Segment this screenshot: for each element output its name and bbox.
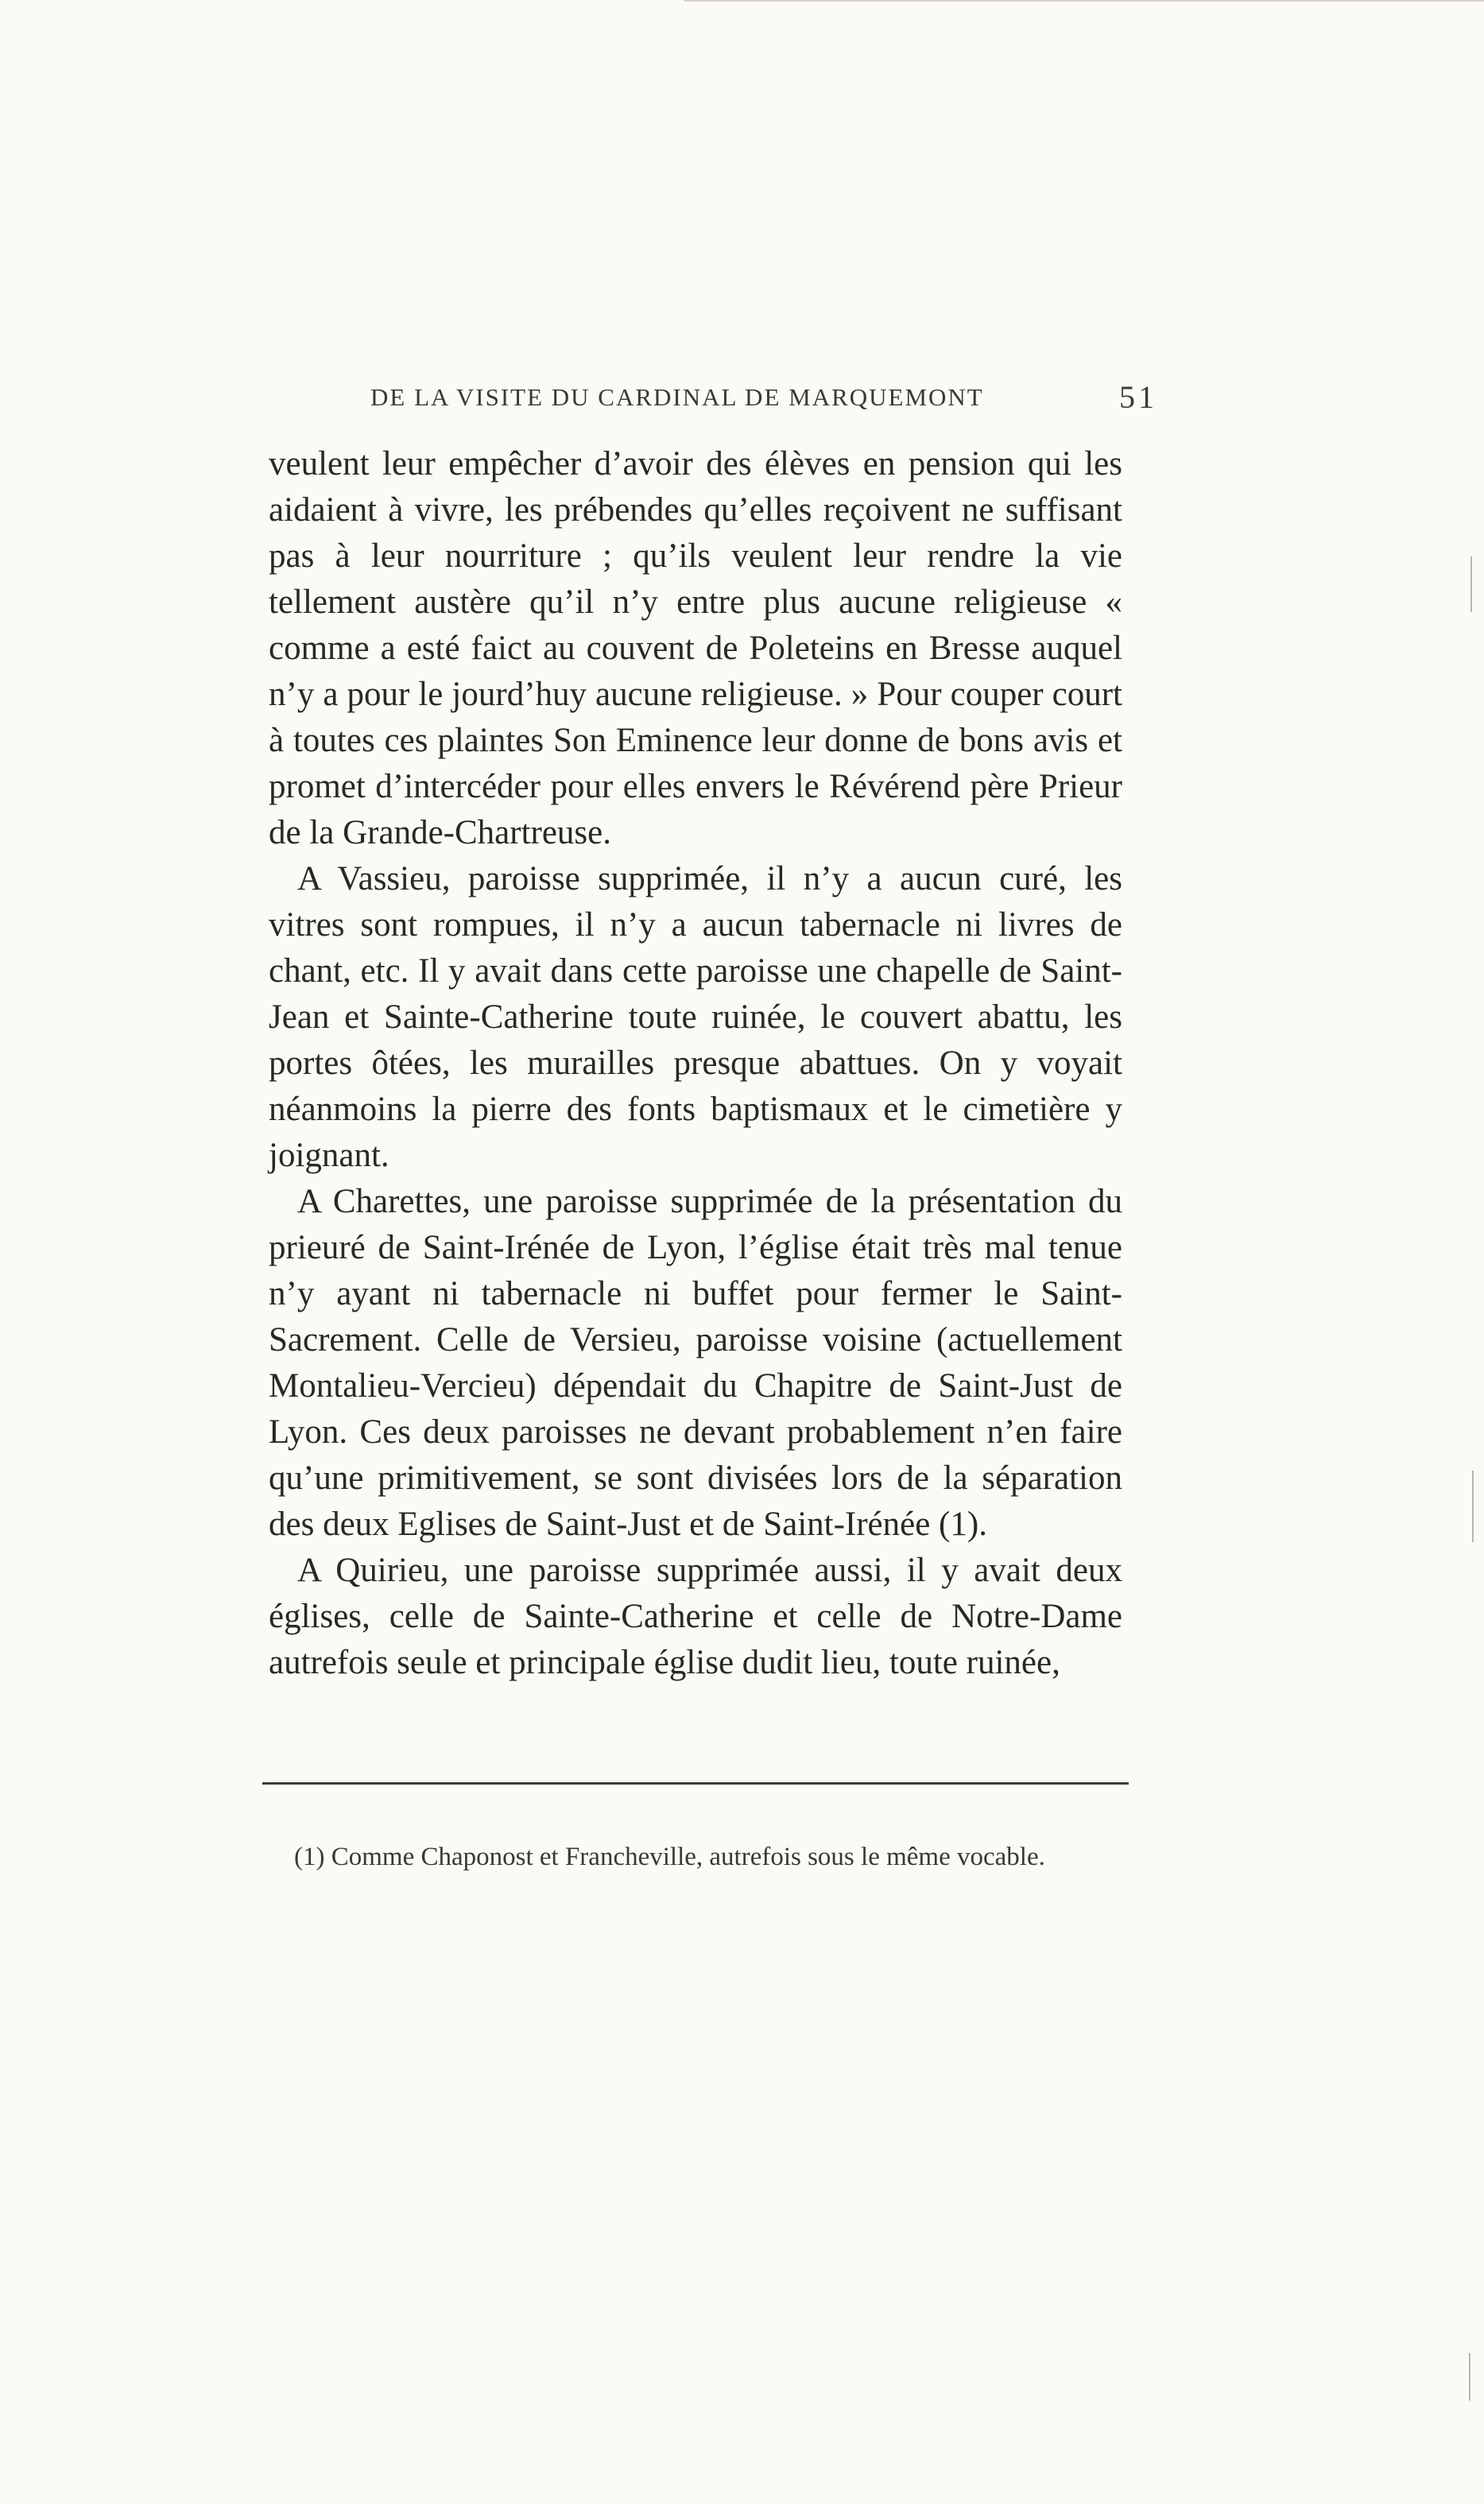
running-title: DE LA VISITE DU CARDINAL DE MARQUEMONT [370, 383, 984, 411]
scan-edge-mark [1469, 2353, 1470, 2401]
scan-edge-mark [1470, 556, 1472, 612]
footnote: (1) Comme Chaponost et Francheville, autrefois sous le même vocable. [294, 1843, 1045, 1871]
main-text [269, 441, 1122, 1686]
page-number: 51 [1119, 379, 1157, 415]
running-head [370, 375, 1157, 423]
paragraph-vassieu: A Vassieu, paroisse supprimée, il n’y a aucun curé, les vitres sont rompues, il n’y a aucun tabernacle ni livres de chant, etc. Il y avait dans cette paroisse une chapelle de Saint-Jean et Sainte-Catherine toute ruinée, le couvert abattu, les portes ôtées, les murailles presque abattues. On y voyait néanmoins la pierre des fonts baptismaux et le cimetière y joignant. [269, 860, 1122, 1174]
paragraph-charettes: A Charettes, une paroisse supprimée de la présentation du prieuré de Saint-Irénée de Lyon, l’église était très mal tenue n’y ayant ni tabernacle ni buffet pour fermer le Saint-Sacrement. Celle de Versieu, paroisse voisine (actuellement Montalieu-Vercieu) dépendait du Chapitre de Saint-Just de Lyon. Ces deux paroisses ne devant probablement n’en faire qu’une primitivement, se sont divisées lors de la séparation des deux Eglises de Saint-Just et de Saint-Irénée (1). [269, 1183, 1122, 1543]
scan-edge-line [684, 0, 1484, 2]
footnote-rule [262, 1782, 1129, 1785]
paragraph-continuation: veulent leur empêcher d’avoir des élèves en pension qui les aidaient à vivre, les prébendes qu’elles reçoivent ne suffisant pas à leur nourriture ; qu’ils veulent leur rendre la vie tellement austère qu’il n’y entre plus aucune religieuse « comme a esté faict au couvent de Poleteins en Bresse auquel n’y a pour le jourd’huy aucune religieuse. » Pour couper court à toutes ces plaintes Son Eminence leur donne de bons avis et promet d’intercéder pour elles envers le Révérend père Prieur de la Grande-Chartreuse. [269, 445, 1122, 851]
scan-edge-mark [1472, 1471, 1474, 1542]
paragraph-quirieu: A Quirieu, une paroisse supprimée aussi, il y avait deux églises, celle de Sainte-Catherine et celle de Notre-Dame autrefois seule et principale église dudit lieu, toute ruinée, [269, 1552, 1122, 1681]
